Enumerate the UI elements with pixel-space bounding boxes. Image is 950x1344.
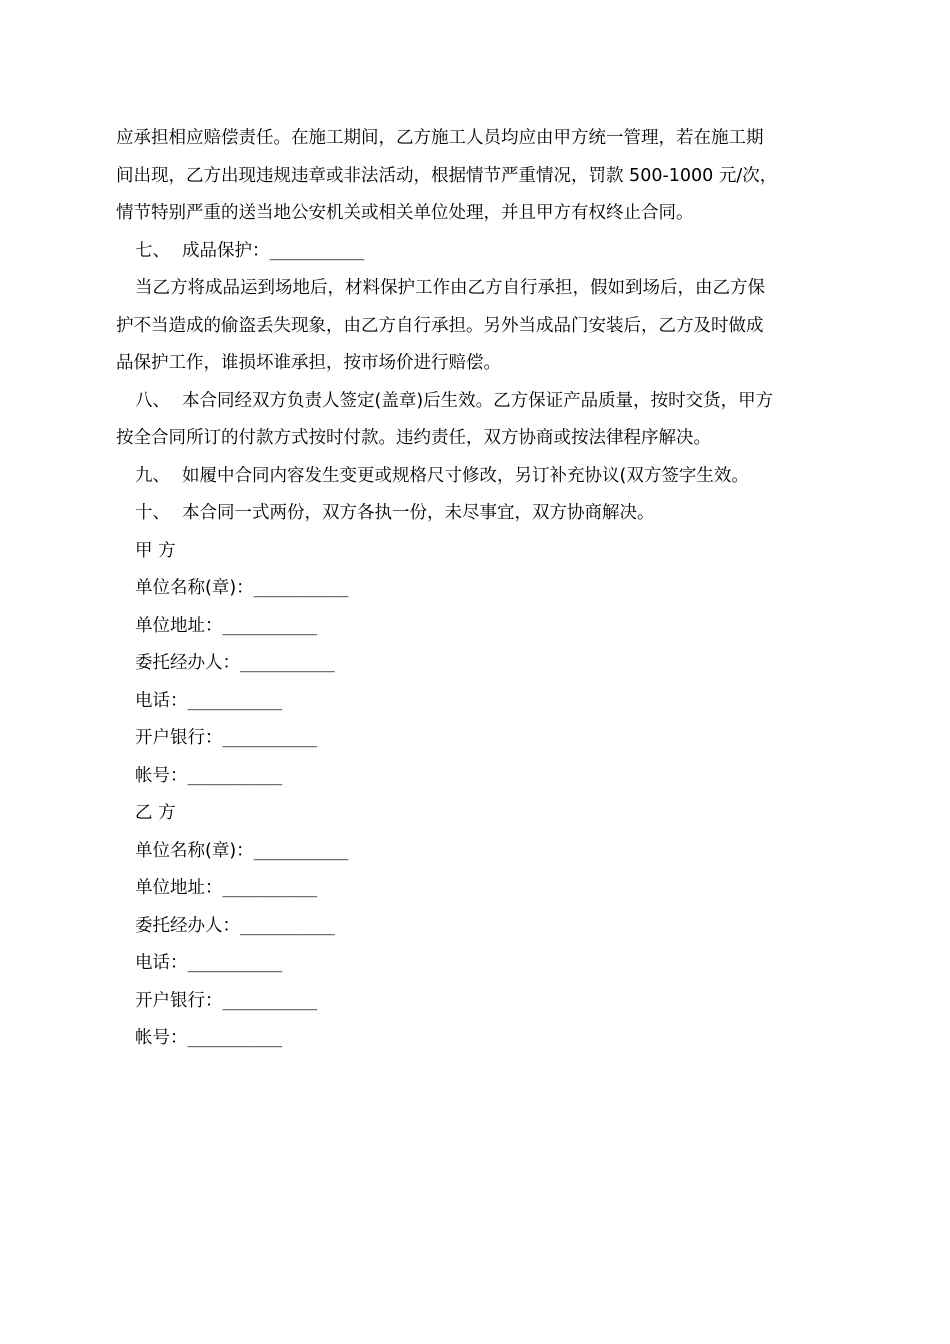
- field-blank: _________: [187, 690, 283, 711]
- party-b-account: [116, 1020, 836, 1058]
- field-label: 开户银行：: [135, 728, 223, 748]
- clause-6-continued-line-2: 间出现，乙方出现违规违章或非法活动，根据情节严重情况，罚款 500-1000 元/次，: [116, 165, 778, 186]
- party-a-account: [116, 758, 836, 796]
- field-blank: _________: [222, 990, 318, 1011]
- party-b-agent: [116, 908, 836, 946]
- party-b-bank: [116, 983, 836, 1021]
- clause-10-text: 本合同一式两份，双方各执一份，未尽事宜，双方协商解决。: [182, 503, 655, 523]
- clause-9-text: 如履中合同内容发生变更或规格尺寸修改，另订补充协议(双方签字生效。: [182, 465, 749, 486]
- clause-7-number: 七、: [135, 240, 170, 261]
- clause-7-body-line-3: 品保护工作，谁损坏谁承担，按市场价进行赔偿。: [116, 353, 501, 373]
- clause-7-body-line-2: 护不当造成的偷盗丢失现象，由乙方自行承担。另外当成品门安装后，乙方及时做成: [116, 315, 764, 336]
- party-a-company-name: [116, 570, 836, 608]
- party-a-phone: [116, 683, 836, 721]
- field-label: 帐号：: [135, 765, 188, 786]
- party-a-bank: [116, 720, 836, 758]
- field-label: 帐号：: [135, 1028, 188, 1048]
- clause-8-text: 本合同经双方负责人签定(盖章)后生效。乙方保证产品质量，按时交货，甲方: [182, 390, 774, 411]
- field-label: 委托经办人：: [135, 915, 240, 936]
- clause-9-number: 九、: [135, 465, 170, 486]
- field-label: 开户银行：: [135, 990, 223, 1011]
- party-a-title: 甲 方: [135, 540, 176, 561]
- field-label: 单位名称(章)：: [135, 578, 254, 598]
- clause-8: [116, 383, 836, 421]
- field-label: 电话：: [135, 953, 188, 973]
- party-b-title: 乙 方: [135, 803, 176, 823]
- clause-10: [116, 495, 836, 533]
- party-a-company-address: [116, 608, 836, 646]
- clause-8-number: 八、: [135, 390, 170, 411]
- field-blank: _________: [187, 1028, 283, 1048]
- field-label: 单位地址：: [135, 615, 223, 636]
- field-blank: _________: [253, 578, 349, 598]
- contract-page: [116, 120, 836, 1058]
- clause-6-continued-line-3: 情节特别严重的送当地公安机关或相关单位处理，并且甲方有权终止合同。: [116, 203, 694, 223]
- field-blank: _________: [253, 840, 349, 861]
- party-b-phone: [116, 945, 836, 983]
- clause-7-blank: _________: [269, 240, 365, 261]
- field-blank: _________: [240, 653, 335, 673]
- field-label: 电话：: [135, 690, 188, 711]
- field-blank: _________: [187, 953, 283, 973]
- party-b-company-address: [116, 870, 836, 908]
- field-blank: _________: [222, 615, 318, 636]
- clause-7-title: 成品保护：: [182, 240, 270, 261]
- party-b-company-name: [116, 833, 836, 871]
- field-label: 单位地址：: [135, 878, 223, 898]
- field-blank: _________: [222, 878, 318, 898]
- clause-7-body-line-1: 当乙方将成品运到场地后，材料保护工作由乙方自行承担，假如到场后，由乙方保: [135, 278, 765, 298]
- clause-6-continued-line-1: 应承担相应赔偿责任。在施工期间，乙方施工人员均应由甲方统一管理，若在施工期: [116, 128, 764, 148]
- clause-7-heading: [116, 233, 836, 271]
- field-blank: _________: [187, 765, 283, 786]
- field-label: 单位名称(章)：: [135, 840, 254, 861]
- field-blank: _________: [240, 915, 335, 936]
- party-a-agent: [116, 645, 836, 683]
- field-blank: _________: [222, 728, 318, 748]
- clause-8-continued: 按全合同所订的付款方式按时付款。违约责任，双方协商或按法律程序解决。: [116, 428, 711, 448]
- clause-9: [116, 458, 836, 496]
- field-label: 委托经办人：: [135, 653, 240, 673]
- clause-10-number: 十、: [135, 503, 170, 523]
